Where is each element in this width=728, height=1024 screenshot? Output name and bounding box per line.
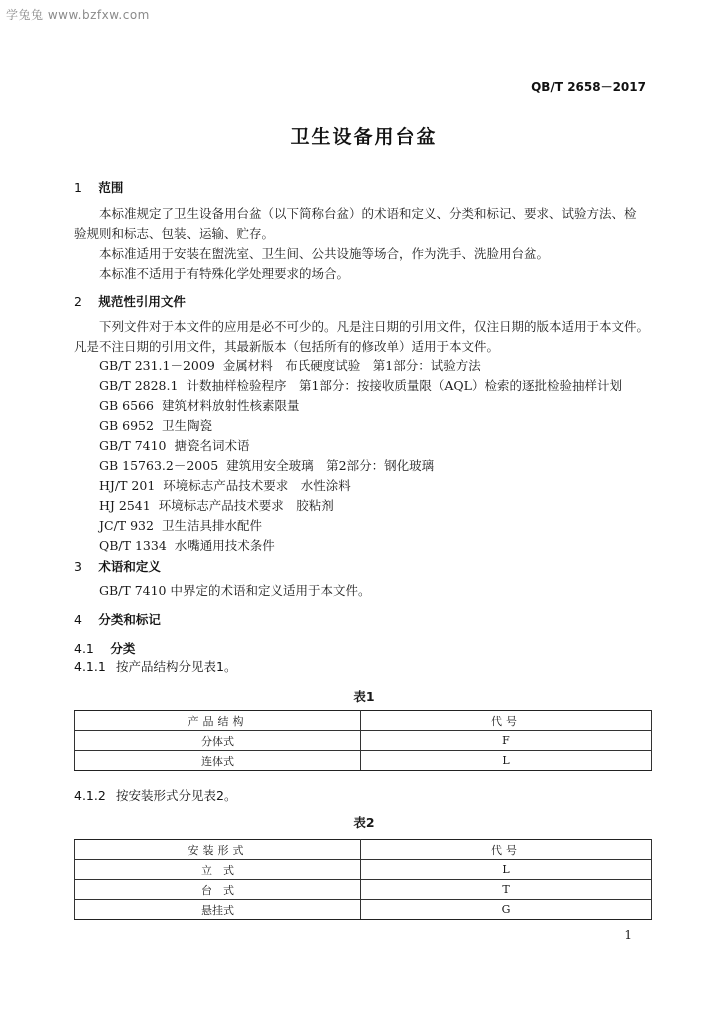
clause-4-1-1	[74, 657, 236, 675]
table-cell: 分体式	[75, 731, 361, 751]
reference-code: HJ 2541	[99, 498, 151, 513]
clause-4-1-2	[74, 786, 236, 804]
table-row	[75, 751, 652, 771]
reference-code: GB/T 7410	[99, 438, 167, 453]
reference-code: HJ/T 201	[99, 478, 156, 493]
table-cell: L	[361, 751, 652, 771]
table-row	[75, 880, 652, 900]
table-header: 安装形式	[75, 840, 361, 860]
reference-item	[99, 376, 622, 394]
table-2-caption: 表2	[353, 815, 375, 830]
section-3-heading	[74, 557, 161, 575]
table-cell: 悬挂式	[75, 900, 361, 920]
paragraph-line: 本标准适用于安装在盥洗室、卫生间、公共设施等场合，作为洗手、洗脸用台盆。	[99, 246, 550, 261]
section-title: 范围	[98, 180, 124, 195]
table-2	[74, 839, 652, 920]
reference-item	[99, 496, 334, 514]
reference-title: 金属材料 布氏硬度试验 第1部分：试验方法	[222, 358, 481, 373]
section-title: 规范性引用文件	[98, 294, 186, 309]
section-2-heading	[74, 292, 186, 310]
reference-item	[99, 356, 481, 374]
reference-title: 建筑用安全玻璃 第2部分：钢化玻璃	[226, 458, 435, 473]
table-1-caption: 表1	[353, 689, 375, 704]
paragraph-line: 本标准规定了卫生设备用台盆（以下简称台盆）的术语和定义、分类和标记、要求、试验方法、检	[99, 206, 637, 221]
clause-number: 4.1.2	[74, 788, 106, 803]
reference-code: GB/T 2828.1	[99, 378, 179, 393]
table-cell: L	[361, 860, 652, 880]
document-title: 卫生设备用台盆	[290, 126, 438, 148]
section-3-body	[74, 581, 652, 601]
table-cell: F	[361, 731, 652, 751]
section-4-heading	[74, 610, 161, 628]
table-row	[75, 731, 652, 751]
section-number: 1	[74, 180, 82, 195]
reference-title: 搪瓷名词术语	[174, 438, 250, 453]
paragraph-line: 验规则和标志、包装、运输、贮存。	[74, 226, 275, 241]
table-cell: T	[361, 880, 652, 900]
clause-text: 按产品结构分见表1。	[115, 659, 237, 674]
reference-item	[99, 516, 262, 534]
table-header-row	[75, 840, 652, 860]
reference-code: QB/T 1334	[99, 538, 167, 553]
section-number: 4.1	[74, 641, 94, 656]
reference-title: 卫生洁具排水配件	[161, 518, 262, 533]
standard-code: QB/T 2658－2017	[531, 80, 646, 94]
table-1	[74, 710, 652, 771]
reference-title: 计数抽样检验程序 第1部分：按接收质量限（AQL）检索的逐批检验抽样计划	[186, 378, 622, 393]
reference-code: GB/T 231.1－2009	[99, 358, 215, 373]
reference-item	[99, 416, 212, 434]
clause-number: 4.1.1	[74, 659, 106, 674]
page-number: 1	[624, 928, 632, 942]
site-watermark: 学兔兔 www.bzfxw.com	[6, 8, 150, 22]
reference-item	[99, 436, 250, 454]
section-1-heading	[74, 178, 123, 196]
reference-title: 建筑材料放射性核素限量	[161, 398, 300, 413]
section-number: 4	[74, 612, 82, 627]
table-cell: G	[361, 900, 652, 920]
reference-item	[99, 536, 275, 554]
reference-item	[99, 396, 299, 414]
section-2-body	[74, 317, 652, 357]
paragraph-line: GB/T 7410 中界定的术语和定义适用于本文件。	[99, 583, 371, 598]
reference-code: GB 6952	[99, 418, 154, 433]
paragraph-line: 凡是不注日期的引用文件，其最新版本（包括所有的修改单）适用于本文件。	[74, 339, 500, 354]
reference-title: 卫生陶瓷	[161, 418, 212, 433]
reference-item	[99, 476, 351, 494]
section-number: 3	[74, 559, 82, 574]
table-row	[75, 860, 652, 880]
reference-title: 环境标志产品技术要求 水性涂料	[163, 478, 351, 493]
clause-text: 按安装形式分见表2。	[115, 788, 237, 803]
subsection-4-1-heading	[74, 639, 135, 657]
section-title: 分类和标记	[98, 612, 161, 627]
table-header: 代号	[361, 711, 652, 731]
table-header: 代号	[361, 840, 652, 860]
table-cell: 台 式	[75, 880, 361, 900]
section-title: 分类	[110, 641, 136, 656]
paragraph-line: 本标准不适用于有特殊化学处理要求的场合。	[99, 266, 350, 281]
table-cell: 立 式	[75, 860, 361, 880]
section-title: 术语和定义	[98, 559, 161, 574]
table-row	[75, 900, 652, 920]
reference-code: GB 6566	[99, 398, 154, 413]
table-header-row	[75, 711, 652, 731]
section-1-body	[74, 204, 652, 284]
reference-title: 环境标志产品技术要求 胶粘剂	[158, 498, 334, 513]
reference-item	[99, 456, 434, 474]
reference-code: GB 15763.2－2005	[99, 458, 219, 473]
table-cell: 连体式	[75, 751, 361, 771]
reference-code: JC/T 932	[99, 518, 154, 533]
table-header: 产品结构	[75, 711, 361, 731]
paragraph-line: 下列文件对于本文件的应用是必不可少的。凡是注日期的引用文件，仅注日期的版本适用于本文件。	[99, 319, 650, 334]
section-number: 2	[74, 294, 82, 309]
reference-title: 水嘴通用技术条件	[174, 538, 275, 553]
